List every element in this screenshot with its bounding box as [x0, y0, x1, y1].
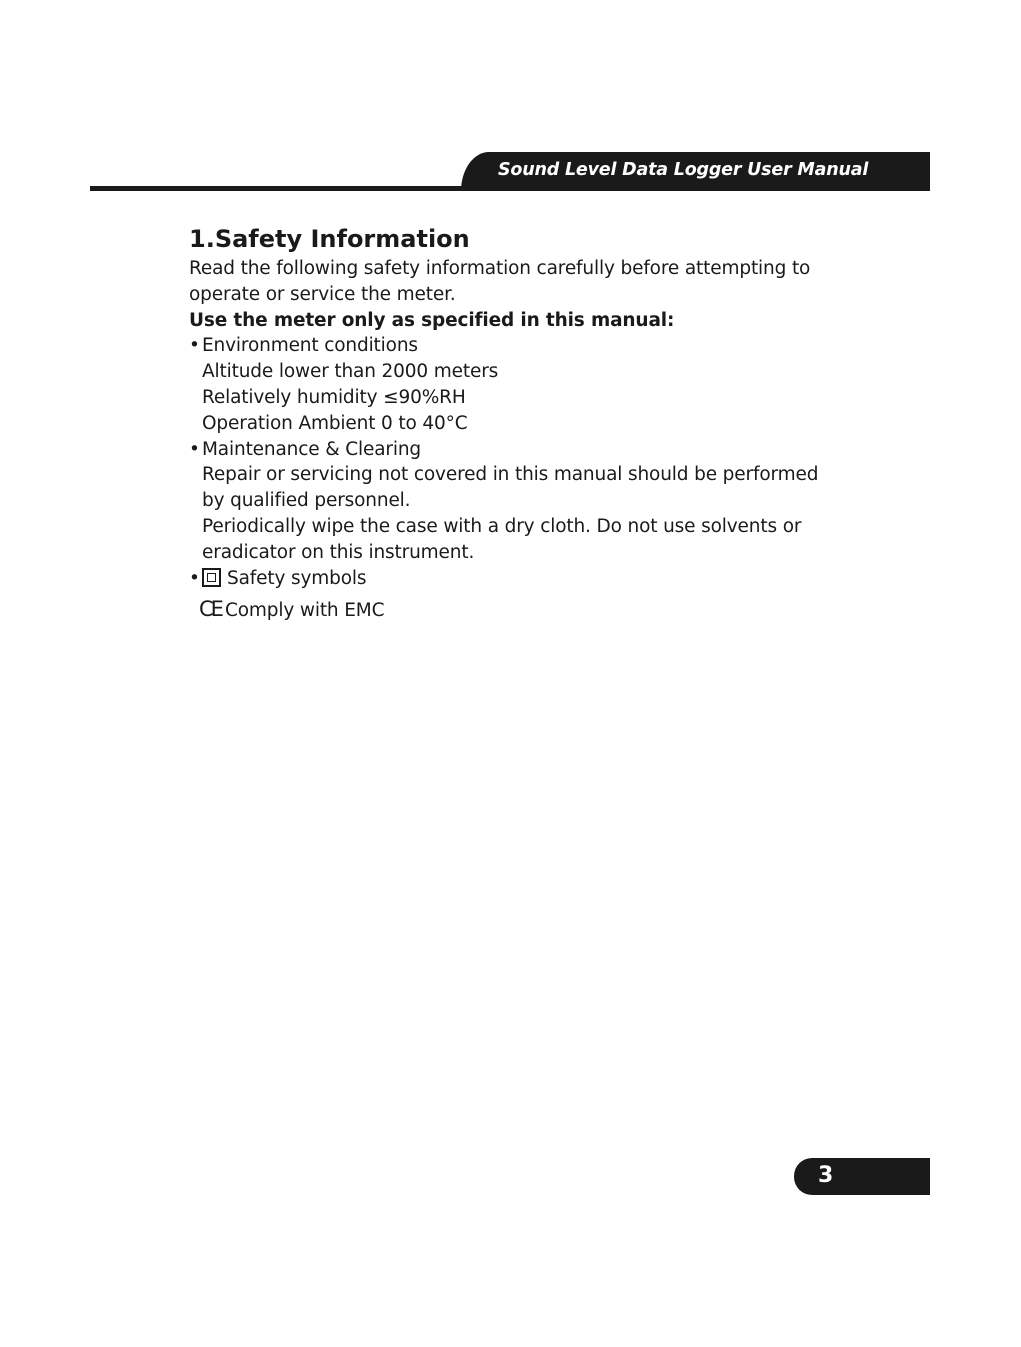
maintenance-line-2: by qualified personnel.: [202, 490, 411, 512]
environment-humidity: Relatively humidity ≤90%RH: [202, 386, 466, 408]
page-number-tab: [794, 1158, 930, 1195]
page-content: [189, 222, 849, 624]
environment-heading-text: Environment conditions: [202, 335, 418, 357]
environment-altitude: Altitude lower than 2000 meters: [202, 361, 499, 383]
maintenance-heading: [189, 437, 849, 463]
double-insulation-icon: [202, 568, 221, 587]
safety-symbols-label: Safety symbols: [227, 567, 367, 589]
bullet-icon: •: [189, 567, 200, 589]
maintenance-line-3: Periodically wipe the case with a dry cloth. Do not use solvents or: [202, 515, 802, 537]
bullet-icon: •: [189, 438, 200, 460]
page-number: 3: [818, 1163, 834, 1188]
environment-temperature: Operation Ambient 0 to 40°C: [202, 412, 468, 434]
safety-symbols-line: [189, 566, 849, 592]
section-title: 1.Safety Information: [189, 225, 470, 253]
intro-text-line-2: operate or service the meter.: [189, 283, 456, 305]
ce-mark-icon: CE: [199, 597, 221, 622]
header-tab: [461, 152, 930, 191]
bullet-icon: •: [189, 335, 200, 357]
ce-compliance-line: [189, 597, 849, 624]
environment-heading: [189, 333, 849, 359]
manual-title: Sound Level Data Logger User Manual: [498, 160, 869, 180]
maintenance-line-1: Repair or servicing not covered in this manual should be performed: [202, 464, 819, 486]
usage-warning: Use the meter only as specified in this manual:: [189, 309, 675, 331]
intro-text-line-1: Read the following safety information carefully before attempting to: [189, 258, 811, 279]
maintenance-heading-text: Maintenance & Clearing: [202, 438, 422, 460]
ce-compliance-label: Comply with EMC: [224, 600, 385, 622]
maintenance-line-4: eradicator on this instrument.: [202, 541, 475, 563]
